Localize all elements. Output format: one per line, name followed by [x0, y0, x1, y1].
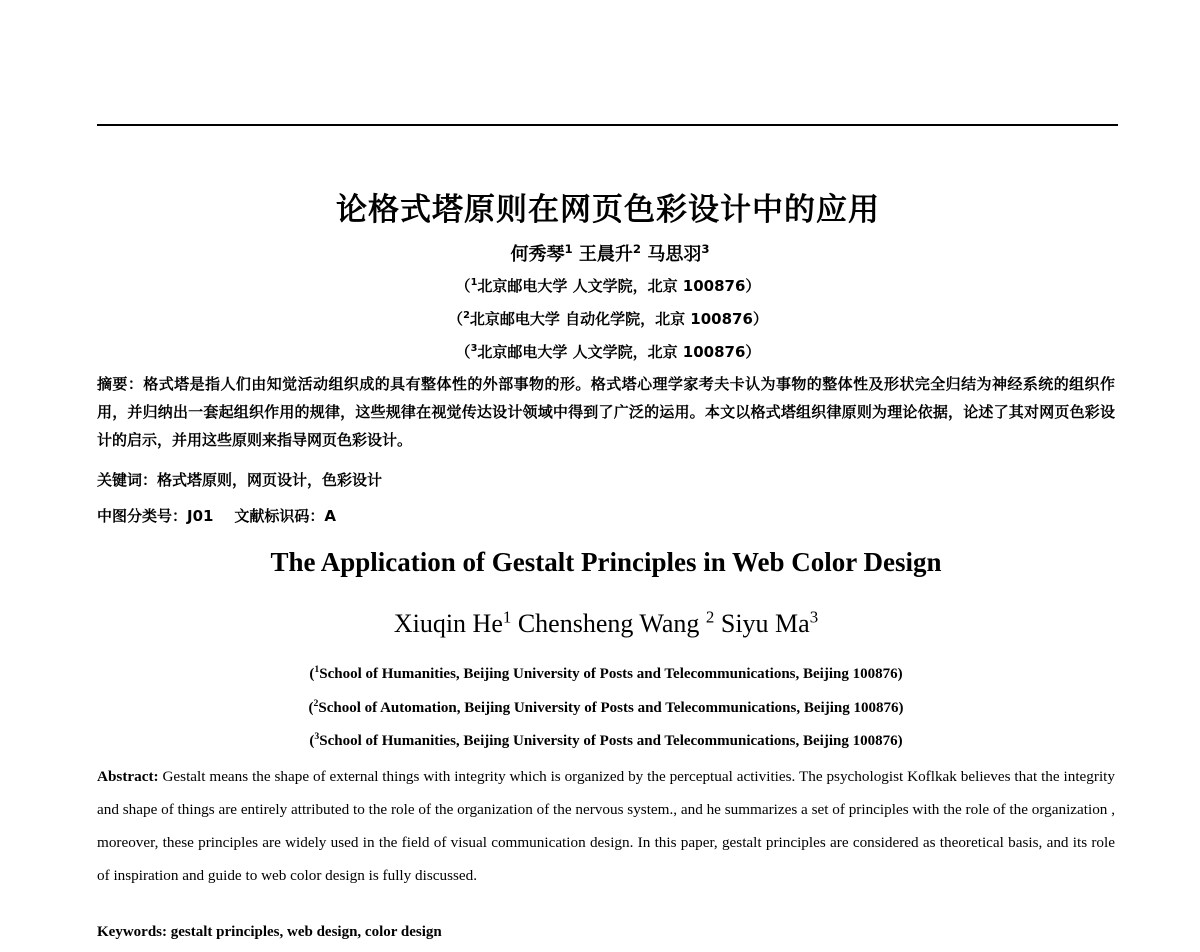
- author-sup: 2: [705, 607, 715, 627]
- affiliation-text: School of Humanities, Beijing University of Posts and Telecommunications, Beijing 100876): [319, 733, 903, 749]
- author-sup: 3: [809, 607, 819, 627]
- abstract-en-label: Abstract:: [97, 768, 159, 785]
- keywords-cn-label: 关键词：: [97, 471, 158, 489]
- abstract-en-text: Gestalt means the shape of external things with integrity which is organized by the perceptual activities. The psychologist Koflkak believes that the integrity and shape of things are entirely attributed to the role of the organization of the nervous system., and he summarizes a set of principles with the role of the organization , moreover, these principles are widely used in the field of visual communication design. In this paper, gestalt principles are considered as theoretical basis, and its role of inspiration and guide to web color design is fully discussed.: [97, 768, 1115, 884]
- affiliation-sup: 3: [470, 343, 478, 354]
- abstract-cn-label: 摘要：: [97, 375, 144, 393]
- author-sup: 3: [701, 242, 710, 256]
- affiliation-en: ($^3$School of Humanities, Beijing University of Posts and Telecommunications, Beijing 100876): [309, 731, 903, 749]
- author-sup: 1: [564, 242, 573, 256]
- affiliation-sup: 3: [314, 731, 320, 742]
- author-name-en: Siyu Ma: [720, 609, 810, 638]
- affiliation-en: ($^1$School of Humanities, Beijing University of Posts and Telecommunications, Beijing 100876): [309, 664, 903, 682]
- classification-line: [97, 505, 336, 526]
- keywords-cn-text: 格式塔原则，网页设计，色彩设计: [157, 471, 383, 489]
- affiliation-text: 北京邮电大学 人文学院，北京 100876）: [477, 343, 761, 361]
- abstract-cn-text: 格式塔是指人们由知觉活动组织成的具有整体性的外部事物的形。格式塔心理学家考夫卡认为事物的整体性及形状完全归结为神经系统的组织作用，并归纳出一套起组织作用的规律，这些规律在视觉传达设计领域中得到了广泛的运用。本文以格式塔组织律原则为理论依据，论述了其对网页色彩设计的启示，并用这些原则来指导网页色彩设计。: [97, 375, 1115, 449]
- author-name-cn: 何秀琴: [510, 244, 565, 265]
- doc-code-value: A: [324, 507, 336, 525]
- author-name-cn: 马思羽: [647, 244, 702, 265]
- author-name-cn: 王晨升: [578, 244, 633, 265]
- keywords-en-label: Keywords:: [97, 924, 167, 940]
- affiliation-sup: 1: [314, 664, 320, 675]
- affiliation-sup: 2: [313, 698, 319, 709]
- author-sup: 2: [632, 242, 642, 256]
- affiliation-sup: 1: [470, 277, 478, 288]
- affiliation-cn: （$^1$北京邮电大学 人文学院，北京 100876）: [455, 277, 761, 295]
- author-sup: 1: [502, 607, 512, 627]
- author-name-en: Chensheng Wang: [517, 609, 700, 638]
- affiliation-cn: （$^2$北京邮电大学 自动化学院，北京 100876）: [448, 310, 768, 328]
- affiliation-cn: （$^3$北京邮电大学 人文学院，北京 100876）: [455, 343, 761, 361]
- author-list-cn: [10, 240, 1200, 266]
- header-rule: [97, 124, 1118, 126]
- author-name-en: Xiuqin He: [393, 609, 503, 638]
- abstract-en: [97, 760, 1115, 892]
- keywords-cn: [97, 469, 382, 490]
- affiliation-text: 北京邮电大学 人文学院，北京 100876）: [477, 277, 761, 295]
- affiliation-text: 北京邮电大学 自动化学院，北京 100876）: [469, 310, 768, 328]
- affiliation-en: ($^2$School of Automation, Beijing University of Posts and Telecommunications, Beijing 100876): [308, 698, 904, 716]
- paper-title-en: The Application of Gestalt Principles in Web Color Design: [270, 547, 942, 577]
- affiliation-text: School of Automation, Beijing University of Posts and Telecommunications, Beijing 100876): [318, 700, 904, 716]
- paper-title-cn: 论格式塔原则在网页色彩设计中的应用: [336, 192, 880, 228]
- clc-value: J01: [187, 507, 214, 525]
- keywords-en: [97, 924, 442, 941]
- doc-code-label: 文献标识码：: [234, 507, 325, 525]
- author-list-en: [6, 609, 1200, 639]
- affiliation-sup: 2: [463, 310, 470, 321]
- clc-label: 中图分类号：: [97, 507, 188, 525]
- keywords-en-text: gestalt principles, web design, color design: [170, 924, 442, 940]
- abstract-cn: [97, 370, 1115, 454]
- affiliation-text: School of Humanities, Beijing University of Posts and Telecommunications, Beijing 100876): [319, 666, 903, 682]
